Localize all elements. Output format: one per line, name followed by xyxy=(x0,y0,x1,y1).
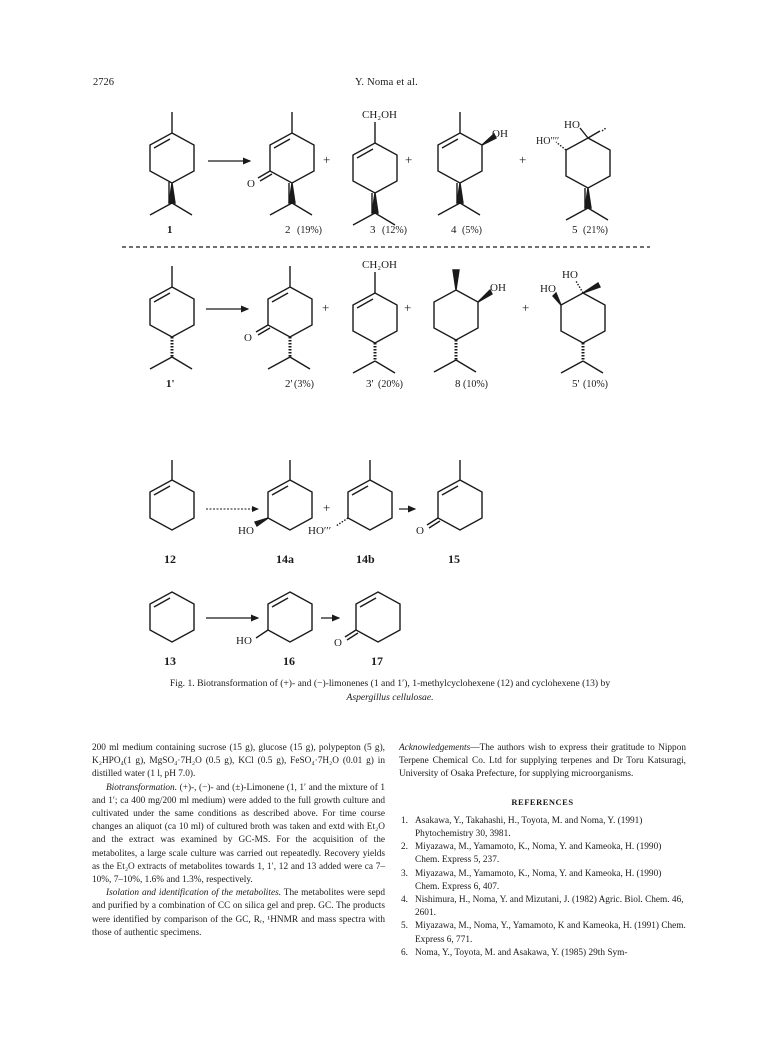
reference-text: Miyazawa, M., Yamamoto, K., Noma, Y. and Kameoka, H. (1990) Chem. Express 6, 407. xyxy=(415,868,662,892)
hydroxyl-label: HO xyxy=(236,635,252,647)
acknowledgements-text: —The authors wish to express their gratitude to Nippon Terpene Chemical Co. Ltd for supplying terpenes and Dr Toru Katsuragi, University of Osaka Prefecture, for supplying microorganisms. xyxy=(399,743,686,780)
isolation-text: The metabolites were sepd and purified by a combination of CC on silica gel and prep. GC. The products were identified by comparison of the GC, Rᵣ, ¹HNMR and mass spectra with those of authentic specimens. xyxy=(92,888,385,938)
plus-sign: + xyxy=(519,152,527,167)
carbonyl-oxygen-label: O xyxy=(244,332,252,344)
ch2oh-group-label: CH₂OH xyxy=(362,109,398,121)
figure-caption xyxy=(120,677,660,705)
biotransformation-paragraph xyxy=(92,782,385,888)
caption-species: Aspergillus cellulosae. xyxy=(346,692,434,703)
compound-label: 14b xyxy=(356,552,375,566)
compound-label: 2 xyxy=(285,224,291,236)
methylcyclohexene-12-structure xyxy=(150,460,194,530)
reference-text: Miyazawa, M., Yamamoto, K., Noma, Y. and Kameoka, H. (1990) Chem. Express 5, 237. xyxy=(415,842,662,866)
compound-label: 5 xyxy=(572,224,578,236)
hydroxyl-label: OH xyxy=(490,282,506,294)
compound-label: 14a xyxy=(276,552,294,566)
compound-label: 3' xyxy=(366,378,374,390)
plus-sign: + xyxy=(522,300,530,315)
biotransformation-heading: Biotransformation. xyxy=(106,782,178,793)
compound-label: 15 xyxy=(448,552,460,566)
yield-label: (3%) xyxy=(294,379,314,390)
references-heading: REFERENCES xyxy=(511,796,574,807)
reference-item: 2. Miyazawa, M., Yamamoto, K., Noma, Y. and Kameoka, H. (1990) Chem. Express 5, 237. xyxy=(401,842,662,866)
reference-text: Miyazawa, M., Noma, Y., Yamamoto, K and Kameoka, H. (1991) Chem. Express 6, 771. xyxy=(415,921,686,945)
biotransformation-text: (+)-, (−)- and (±)-Limonene (1, 1′ and the mixture of 1 and 1′; ca 400 mg/200 ml medium) were added to the full growth culture and cultivated under the same conditions as described above. For time course changes an aliquot (ca 10 ml) of cultured broth was taken and extd with Et₂O and the extract was examined by GC-MS. For the acquisition of the metabolites, a large scale culture was carried out repeatedly. Recovery yields as the Et₂O extracts of metabolites towards 1, 1′, 12 and 13 added were ca 7–10%, 7–10%, 1.6% and 1.3%, respectively. xyxy=(92,782,385,886)
yield-label: (19%) xyxy=(297,225,322,236)
compound-label: 13 xyxy=(164,654,176,668)
acknowledgements-heading: Acknowledgements xyxy=(399,743,471,753)
hydroxyl-label: HO′′′′ xyxy=(536,136,560,147)
ch2oh-group-label: CH₂OH xyxy=(362,259,398,271)
hydroxyl-label: HO xyxy=(564,119,580,131)
yield-label: (10%) xyxy=(463,379,488,390)
reference-item: 5. Miyazawa, M., Noma, Y., Yamamoto, K and Kameoka, H. (1991) Chem. Express 6, 771. xyxy=(401,921,686,945)
compound-label: 3 xyxy=(370,224,376,236)
hydroxyl-label: HO′′′ xyxy=(308,525,332,537)
carveol-4-structure xyxy=(438,112,496,215)
carbonyl-oxygen-label: O xyxy=(416,525,424,537)
carvone-2prime-structure xyxy=(256,266,312,369)
compound-label: 8 xyxy=(455,378,461,390)
limonene-1prime-structure xyxy=(150,266,194,369)
medium-paragraph: 200 ml medium containing sucrose (15 g), glucose (15 g), polypepton (5 g), K₂HPO₄(1 g), MgSO₄·7H₂O (0.5 g), KCl (0.5 g), FeSO₄·7H₂O (0.01 g) in distilled water (1 l, pH 7.0). xyxy=(92,743,385,780)
reference-text: Asakawa, Y., Takahashi, H., Toyota, M. and Noma, Y. (1991) Phytochemistry 30, 3981. xyxy=(415,815,643,840)
dihydrocarveol-8-structure xyxy=(434,270,492,372)
hydroxyl-label: HO xyxy=(540,283,556,295)
cyclohexene-13-structure xyxy=(150,592,194,642)
limonene-diol-5prime-structure xyxy=(553,281,605,373)
yield-label: (20%) xyxy=(378,379,403,390)
reference-text: Noma, Y., Toyota, M. and Asakawa, Y. (1985) 29th Sym- xyxy=(415,947,628,958)
perillyl-alcohol-3prime-structure xyxy=(353,272,397,373)
limonene-diol-5-structure xyxy=(556,128,610,220)
compound-label: 16 xyxy=(283,654,295,668)
reference-item: 1. Asakawa, Y., Takahashi, H., Toyota, M. and Noma, Y. (1991) Phytochemistry 30, 3981. xyxy=(401,815,643,840)
limonene-1-structure xyxy=(150,112,194,215)
compound-label: 2' xyxy=(285,378,293,390)
plus-sign: + xyxy=(323,500,331,515)
carvone-2-structure xyxy=(258,112,314,215)
yield-label: (21%) xyxy=(583,225,608,236)
acknowledgements-paragraph xyxy=(399,742,686,782)
compound-label: 1' xyxy=(166,378,175,390)
perillyl-alcohol-3-structure xyxy=(353,122,397,225)
compound-label: 17 xyxy=(371,654,383,668)
reference-text: Nishimura, H., Noma, Y. and Mizutani, J. (1982) Agric. Biol. Chem. 46, 2601. xyxy=(415,895,684,919)
yield-label: (5%) xyxy=(462,225,482,236)
page-number: 2726 xyxy=(93,77,114,88)
compound-label: 5' xyxy=(572,378,580,390)
reference-item: 4. Nishimura, H., Noma, Y. and Mizutani, J. (1982) Agric. Biol. Chem. 46, 2601. xyxy=(401,895,684,919)
methylcyclohexenone-15-structure xyxy=(427,460,482,530)
isolation-heading: Isolation and identification of the metabolites. xyxy=(106,888,282,899)
compound-label: 12 xyxy=(164,552,176,566)
plus-sign: + xyxy=(322,300,330,315)
plus-sign: + xyxy=(323,152,331,167)
reference-item: 3. Miyazawa, M., Yamamoto, K., Noma, Y. and Kameoka, H. (1990) Chem. Express 6, 407. xyxy=(401,868,662,892)
hydroxyl-label: HO xyxy=(238,525,254,537)
carbonyl-oxygen-label: O xyxy=(247,178,255,190)
yield-label: (10%) xyxy=(583,379,608,390)
methylcyclohexenol-14b-structure xyxy=(336,460,392,530)
caption-main: Fig. 1. Biotransformation of (+)- and (−)-limonenes (1 and 1′), 1-methylcyclohexene (12) and cyclohexene (13) by xyxy=(169,678,611,689)
running-head: Y. Noma et al. xyxy=(355,77,418,88)
methylcyclohexenol-14a-structure xyxy=(255,460,312,530)
carbonyl-oxygen-label: O xyxy=(334,637,342,649)
plus-sign: + xyxy=(405,152,413,167)
cyclohexenone-17-structure xyxy=(345,592,400,642)
hydroxyl-label: OH xyxy=(492,128,508,140)
compound-label: 4 xyxy=(451,224,457,236)
plus-sign: + xyxy=(404,300,412,315)
yield-label: (12%) xyxy=(382,225,407,236)
cyclohexenol-16-structure xyxy=(256,592,312,642)
isolation-paragraph xyxy=(92,887,385,940)
compound-label: 1 xyxy=(167,224,173,236)
reference-item: 6. Noma, Y., Toyota, M. and Asakawa, Y. (1985) 29th Sym- xyxy=(401,947,628,958)
left-column xyxy=(92,742,385,940)
hydroxyl-label: HO xyxy=(562,269,578,281)
right-column xyxy=(399,742,686,960)
